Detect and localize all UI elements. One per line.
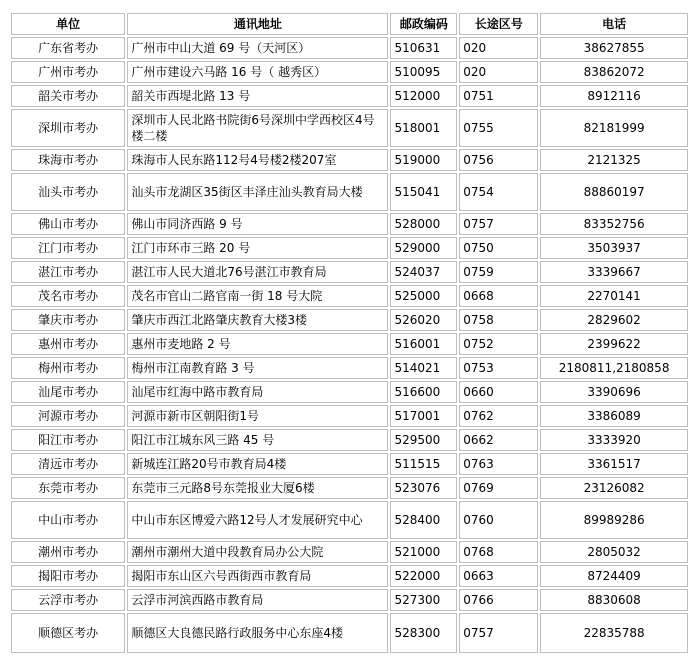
cell-unit: 珠海市考办 <box>11 149 125 171</box>
cell-unit: 梅州市考办 <box>11 357 125 379</box>
cell-zip: 516001 <box>390 333 457 355</box>
cell-area-code: 020 <box>459 37 538 59</box>
cell-unit: 韶关市考办 <box>11 85 125 107</box>
header-phone: 电话 <box>540 13 688 35</box>
cell-phone: 23126082 <box>540 477 688 499</box>
cell-phone: 8912116 <box>540 85 688 107</box>
cell-zip: 523076 <box>390 477 457 499</box>
cell-phone: 2399622 <box>540 333 688 355</box>
table-row <box>11 109 688 147</box>
cell-unit: 阳江市考办 <box>11 429 125 451</box>
table-row <box>11 309 688 331</box>
cell-unit: 汕头市考办 <box>11 173 125 211</box>
cell-address: 揭阳市东山区六号西街西市教育局 <box>127 565 388 587</box>
cell-area-code: 0750 <box>459 237 538 259</box>
cell-area-code: 020 <box>459 61 538 83</box>
cell-phone: 2805032 <box>540 541 688 563</box>
cell-address: 中山市东区博爱六路12号人才发展研究中心 <box>127 501 388 539</box>
cell-unit: 佛山市考办 <box>11 213 125 235</box>
cell-phone: 88860197 <box>540 173 688 211</box>
table-row <box>11 237 688 259</box>
cell-zip: 528300 <box>390 613 457 653</box>
cell-area-code: 0757 <box>459 213 538 235</box>
header-unit: 单位 <box>11 13 125 35</box>
cell-phone: 22835788 <box>540 613 688 653</box>
cell-address: 汕头市龙湖区35街区丰泽庄汕头教育局大楼 <box>127 173 388 211</box>
cell-unit: 湛江市考办 <box>11 261 125 283</box>
cell-phone: 2180811,2180858 <box>540 357 688 379</box>
cell-unit: 汕尾市考办 <box>11 381 125 403</box>
table-row <box>11 261 688 283</box>
cell-area-code: 0763 <box>459 453 538 475</box>
cell-zip: 524037 <box>390 261 457 283</box>
cell-area-code: 0662 <box>459 429 538 451</box>
cell-phone: 3503937 <box>540 237 688 259</box>
cell-address: 汕尾市红海中路市教育局 <box>127 381 388 403</box>
cell-phone: 3386089 <box>540 405 688 427</box>
cell-address: 肇庆市西江北路肇庆教育大楼3楼 <box>127 309 388 331</box>
cell-address: 潮州市潮州大道中段教育局办公大院 <box>127 541 388 563</box>
cell-area-code: 0755 <box>459 109 538 147</box>
cell-area-code: 0754 <box>459 173 538 211</box>
cell-area-code: 0752 <box>459 333 538 355</box>
cell-address: 顺德区大良德民路行政服务中心东座4楼 <box>127 613 388 653</box>
cell-zip: 519000 <box>390 149 457 171</box>
cell-area-code: 0760 <box>459 501 538 539</box>
cell-zip: 518001 <box>390 109 457 147</box>
cell-zip: 527300 <box>390 589 457 611</box>
cell-address: 广州市建设六马路 16 号（ 越秀区） <box>127 61 388 83</box>
table-row <box>11 381 688 403</box>
cell-area-code: 0769 <box>459 477 538 499</box>
cell-area-code: 0751 <box>459 85 538 107</box>
cell-area-code: 0756 <box>459 149 538 171</box>
cell-area-code: 0660 <box>459 381 538 403</box>
cell-zip: 512000 <box>390 85 457 107</box>
cell-zip: 529000 <box>390 237 457 259</box>
table-row <box>11 589 688 611</box>
table-row <box>11 453 688 475</box>
cell-address: 韶关市西堤北路 13 号 <box>127 85 388 107</box>
cell-unit: 中山市考办 <box>11 501 125 539</box>
cell-unit: 深圳市考办 <box>11 109 125 147</box>
cell-address: 茂名市官山二路官南一街 18 号大院 <box>127 285 388 307</box>
cell-address: 东莞市三元路8号东莞报业大厦6楼 <box>127 477 388 499</box>
cell-zip: 510095 <box>390 61 457 83</box>
cell-unit: 清远市考办 <box>11 453 125 475</box>
cell-unit: 广东省考办 <box>11 37 125 59</box>
cell-zip: 516600 <box>390 381 457 403</box>
contact-table <box>9 11 690 655</box>
cell-address: 新城连江路20号市教育局4楼 <box>127 453 388 475</box>
table-row <box>11 333 688 355</box>
cell-unit: 顺德区考办 <box>11 613 125 653</box>
cell-phone: 8830608 <box>540 589 688 611</box>
cell-address: 广州市中山大道 69 号（天河区） <box>127 37 388 59</box>
cell-phone: 8724409 <box>540 565 688 587</box>
cell-phone: 38627855 <box>540 37 688 59</box>
cell-phone: 83862072 <box>540 61 688 83</box>
cell-unit: 广州市考办 <box>11 61 125 83</box>
cell-address: 云浮市河滨西路市教育局 <box>127 589 388 611</box>
cell-unit: 肇庆市考办 <box>11 309 125 331</box>
table-body <box>11 37 688 653</box>
cell-address: 梅州市江南教育路 3 号 <box>127 357 388 379</box>
table-row <box>11 85 688 107</box>
cell-phone: 83352756 <box>540 213 688 235</box>
cell-zip: 517001 <box>390 405 457 427</box>
table-row <box>11 61 688 83</box>
cell-zip: 521000 <box>390 541 457 563</box>
cell-unit: 河源市考办 <box>11 405 125 427</box>
cell-zip: 511515 <box>390 453 457 475</box>
cell-zip: 525000 <box>390 285 457 307</box>
cell-unit: 云浮市考办 <box>11 589 125 611</box>
cell-unit: 揭阳市考办 <box>11 565 125 587</box>
cell-phone: 3361517 <box>540 453 688 475</box>
cell-address: 珠海市人民东路112号4号楼2楼207室 <box>127 149 388 171</box>
table-row <box>11 173 688 211</box>
cell-zip: 528000 <box>390 213 457 235</box>
table-row <box>11 213 688 235</box>
cell-area-code: 0766 <box>459 589 538 611</box>
table-row <box>11 285 688 307</box>
table-row <box>11 613 688 653</box>
cell-phone: 3339667 <box>540 261 688 283</box>
cell-phone: 82181999 <box>540 109 688 147</box>
header-address: 通讯地址 <box>127 13 388 35</box>
cell-area-code: 0757 <box>459 613 538 653</box>
table-row <box>11 429 688 451</box>
cell-area-code: 0758 <box>459 309 538 331</box>
cell-area-code: 0768 <box>459 541 538 563</box>
cell-area-code: 0663 <box>459 565 538 587</box>
table-row <box>11 357 688 379</box>
cell-phone: 89989286 <box>540 501 688 539</box>
cell-area-code: 0762 <box>459 405 538 427</box>
table-row <box>11 565 688 587</box>
cell-unit: 惠州市考办 <box>11 333 125 355</box>
header-area-code: 长途区号 <box>459 13 538 35</box>
cell-address: 江门市环市三路 20 号 <box>127 237 388 259</box>
cell-address: 河源市新市区朝阳街1号 <box>127 405 388 427</box>
cell-address: 惠州市麦地路 2 号 <box>127 333 388 355</box>
cell-phone: 2270141 <box>540 285 688 307</box>
cell-area-code: 0753 <box>459 357 538 379</box>
cell-area-code: 0668 <box>459 285 538 307</box>
cell-zip: 510631 <box>390 37 457 59</box>
cell-zip: 529500 <box>390 429 457 451</box>
cell-address: 湛江市人民大道北76号湛江市教育局 <box>127 261 388 283</box>
cell-unit: 江门市考办 <box>11 237 125 259</box>
cell-unit: 茂名市考办 <box>11 285 125 307</box>
cell-address: 阳江市江城东风三路 45 号 <box>127 429 388 451</box>
cell-unit: 东莞市考办 <box>11 477 125 499</box>
header-row <box>11 13 688 35</box>
table-row <box>11 477 688 499</box>
table-row <box>11 405 688 427</box>
cell-zip: 515041 <box>390 173 457 211</box>
cell-phone: 3390696 <box>540 381 688 403</box>
cell-address: 佛山市同济西路 9 号 <box>127 213 388 235</box>
cell-phone: 2121325 <box>540 149 688 171</box>
table-row <box>11 37 688 59</box>
table-row <box>11 501 688 539</box>
cell-zip: 528400 <box>390 501 457 539</box>
table-row <box>11 541 688 563</box>
cell-zip: 522000 <box>390 565 457 587</box>
cell-phone: 3333920 <box>540 429 688 451</box>
cell-zip: 514021 <box>390 357 457 379</box>
table-row <box>11 149 688 171</box>
header-zip: 邮政编码 <box>390 13 457 35</box>
cell-zip: 526020 <box>390 309 457 331</box>
cell-phone: 2829602 <box>540 309 688 331</box>
cell-unit: 潮州市考办 <box>11 541 125 563</box>
cell-area-code: 0759 <box>459 261 538 283</box>
cell-address: 深圳市人民北路书院街6号深圳中学西校区4号楼二楼 <box>127 109 388 147</box>
